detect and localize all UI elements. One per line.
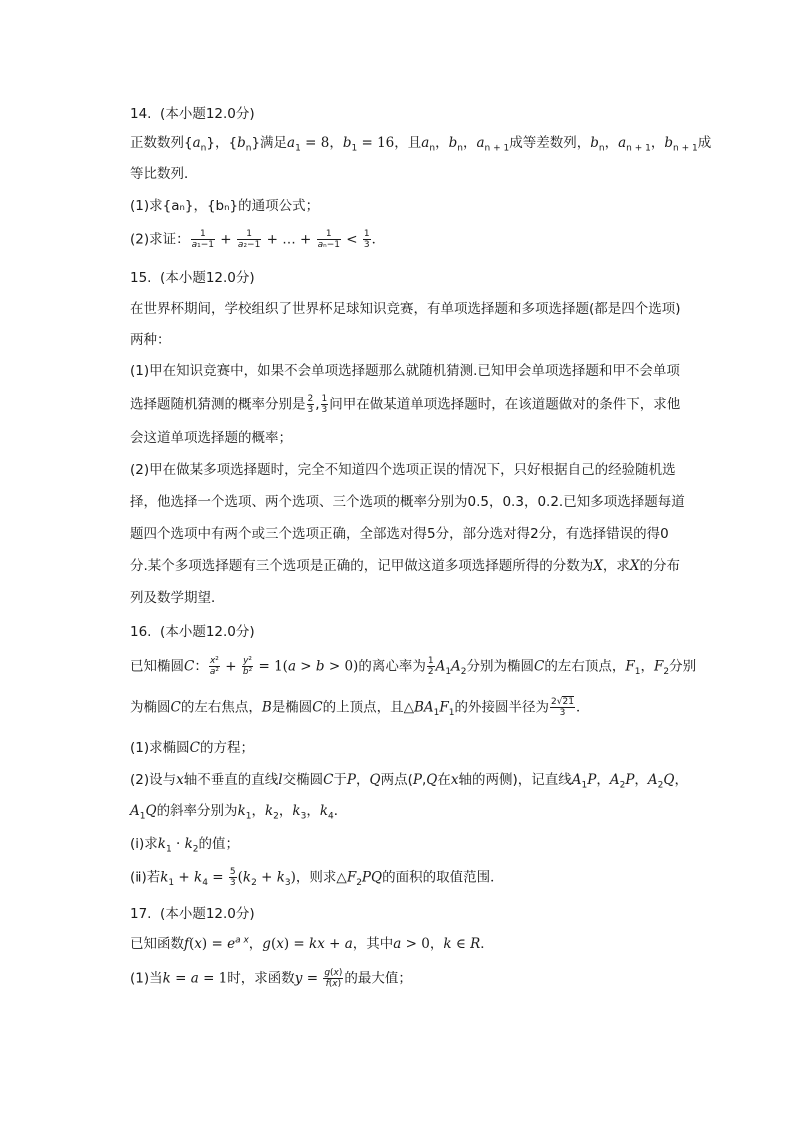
q14-line-4: (2)求证： $\frac{1}{\text{a₁−1}}$ + $\frac{1}{\text{a₂−1}}$ + … + $\frac{1}{\text{aₙ−1}}$ < $\frac{1}{3}$ ． [130, 229, 386, 250]
q14-line-3: (1)求{aₙ}，{bₙ}的通项公式； [130, 198, 320, 214]
q15-line-5: 会这道单项选择题的概率； [130, 430, 292, 446]
q16-line-3: (1)求椭圆C的方程； [130, 740, 254, 756]
q16-line-6: (ⅰ)求$k_1 \cdot k_2$的值； [130, 836, 240, 855]
q16-header: 16. (本小题12.0分) [130, 624, 255, 640]
q17-line-1: 已知函数$f(x) = e^{a x}$，g(x) = kx + a，其中a > 0，k ∈ R． [130, 935, 494, 952]
q14-line-1: 正数数列$\{a_n\}$，$\{b_n\}$满足$a_1 = 8$，$b_1 = 16$，且$a_n$，$b_n$，$a_{n + 1}$成等差数列，$b_n$，$a_{n + 1}$，$b_{n + 1}$成 [130, 135, 712, 154]
q16-line-1: 已知椭圆C： $\frac{\text{x²}}{\text{a²}}$ + $\frac{\text{y²}}{\text{b²}}$ = 1(a > b > 0)的离心率为 $\frac{1}{2}$ $A_1A_2$分别为椭圆C的左右顶点，$F_1$，$F_2$分别 [130, 656, 697, 678]
q15-line-10: 列及数学期望． [130, 590, 225, 606]
q14-line-2: 等比数列． [130, 166, 198, 182]
q15-line-2: 两种： [130, 332, 171, 348]
q15-line-6: (2)甲在做某多项选择题时，完全不知道四个选项正误的情况下，只好根据自己的经验随机选 [130, 462, 676, 478]
q15-line-7: 择，他选择一个选项、两个选项、三个选项的概率分别为0.5，0.3，0.2.已知多项选择题每道 [130, 494, 685, 510]
q16-line-7: (ⅱ)若$k_1 + k_4$ = $\frac{5}{3}$ $(k_2 + k_3)$，则求$\triangle F_2PQ$的面积的取值范围． [130, 867, 504, 889]
q16-line-4: (2)设与x轴不垂直的直线l交椭圆C于P，Q两点(P,Q在x轴的两侧)，记直线$A_1P$，$A_2P$，$A_2Q$， [130, 772, 688, 791]
q14-header: 14. (本小题12.0分) [130, 106, 255, 122]
q17-header: 17. (本小题12.0分) [130, 906, 255, 922]
q15-line-4: 选择题随机猜测的概率分别是 $\frac{2}{3}$ , $\frac{1}{3}$ 问甲在做某道单项选择题时，在该道题做对的条件下，求他 [130, 394, 681, 415]
q15-header: 15. (本小题12.0分) [130, 270, 255, 286]
q16-line-5: $A_1Q$的斜率分别为$k_1$，$k_2$，$k_3$，$k_4$． [130, 803, 348, 822]
q17-line-2: (1)当k = a = 1时，求函数y = $\frac{g(x)}{f(x)}$ 的最大值； [130, 968, 412, 989]
q15-line-1: 在世界杯期间，学校组织了世界杯足球知识竞赛，有单项选择题和多项选择题(都是四个选项) [130, 301, 681, 317]
q15-line-8: 题四个选项中有两个或三个选项正确，全部选对得5分，部分选对得2分，有选择错误的得0 [130, 526, 669, 542]
q16-line-2: 为椭圆C的左右焦点，B是椭圆C的上顶点，且$\triangle BA_1F_1$的外接圆半径为 $\frac{2√21}{3}$ ． [130, 697, 590, 719]
q15-line-9: 分.某个多项选择题有三个选项是正确的，记甲做这道多项选择题所得的分数为X，求X的分布 [130, 558, 681, 574]
q15-line-3: (1)甲在知识竞赛中，如果不会单项选择题那么就随机猜测.已知甲会单项选择题和甲不会单项 [130, 363, 680, 379]
